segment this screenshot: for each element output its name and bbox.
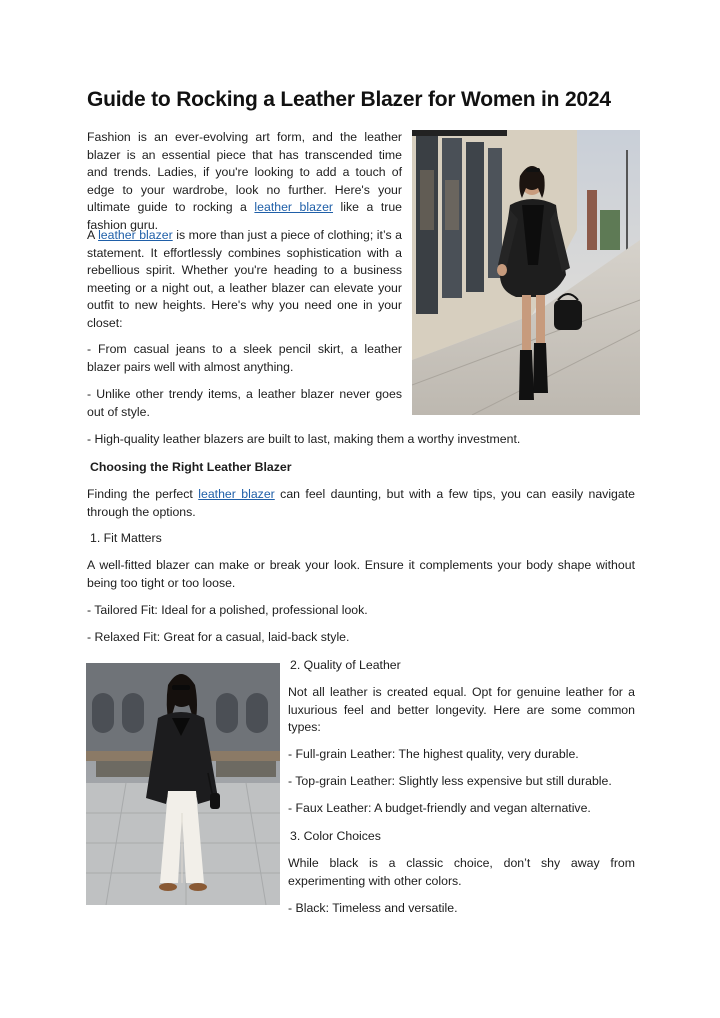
leather-blazer-link-3[interactable]: leather blazer [198,487,275,501]
choosing-text-start: Finding the perfect [87,487,199,501]
black-bullet: - Black: Timeless and versatile. [288,901,458,915]
intro-text: Fashion is an ever-evolving art form, and the leather blazer is an essential piece that has transcended time and trends. Ladies, if you're looking to add a touch of edge to your wardrobe, look no further. Here's your ultimate guide to rocking a [87,130,402,215]
fit-paragraph: A well-fitted blazer can make or break your look. Ensure it complements your body shape without being too tight or too loose. [87,558,635,590]
statement-text-start: A [87,228,99,242]
photo-leather-blazer-street [412,130,640,415]
versatility-bullet: - From casual jeans to a sleek pencil skirt, a leather blazer pairs well with almost anything. [87,342,402,374]
choosing-text: can feel daunting, but with a few tips, you can easily navigate through the options. [87,487,635,519]
tailored-fit-bullet: - Tailored Fit: Ideal for a polished, professional look. [87,603,368,617]
color-paragraph: While black is a classic choice, don’t shy away from experimenting with other colors. [288,856,635,888]
timeless-bullet: - Unlike other trendy items, a leather blazer never goes out of style. [87,387,402,419]
intro-paragraph [87,129,402,235]
statement-text: is more than just a piece of clothing; it’s a statement. It effortlessly combines sophistication with a rebellious spirit. Whether you're heading to a business meeting or a night out, a leather blazer can elevate your outfit to new heights. Here's why you need one in your closet: [87,228,402,330]
statement-paragraph [87,227,402,333]
full-grain-bullet: - Full-grain Leather: The highest quality, very durable. [288,747,579,761]
quality-heading: 2. Quality of Leather [290,658,401,672]
leather-blazer-link[interactable]: leather blazer [254,200,334,215]
section-heading: Choosing the Right Leather Blazer [90,460,292,474]
durability-bullet: - High-quality leather blazers are built to last, making them a worthy investment. [87,432,521,446]
faux-leather-bullet: - Faux Leather: A budget-friendly and vegan alternative. [288,801,591,815]
leather-blazer-link-2[interactable]: leather blazer [98,228,173,242]
relaxed-fit-bullet: - Relaxed Fit: Great for a casual, laid-back style. [87,630,350,644]
photo-leather-blazer-white-trousers [86,663,280,905]
top-grain-bullet: - Top-grain Leather: Slightly less expensive but still durable. [288,774,612,788]
intro-text-end: like a true fashion guru. [87,200,403,232]
quality-paragraph: Not all leather is created equal. Opt for genuine leather for a luxurious feel and better longevity. Here are some common types: [288,685,635,735]
choosing-paragraph [87,486,635,521]
color-heading: 3. Color Choices [290,829,381,843]
page-title: Guide to Rocking a Leather Blazer for Women in 2024 [87,88,611,111]
fit-heading: 1. Fit Matters [90,531,162,545]
